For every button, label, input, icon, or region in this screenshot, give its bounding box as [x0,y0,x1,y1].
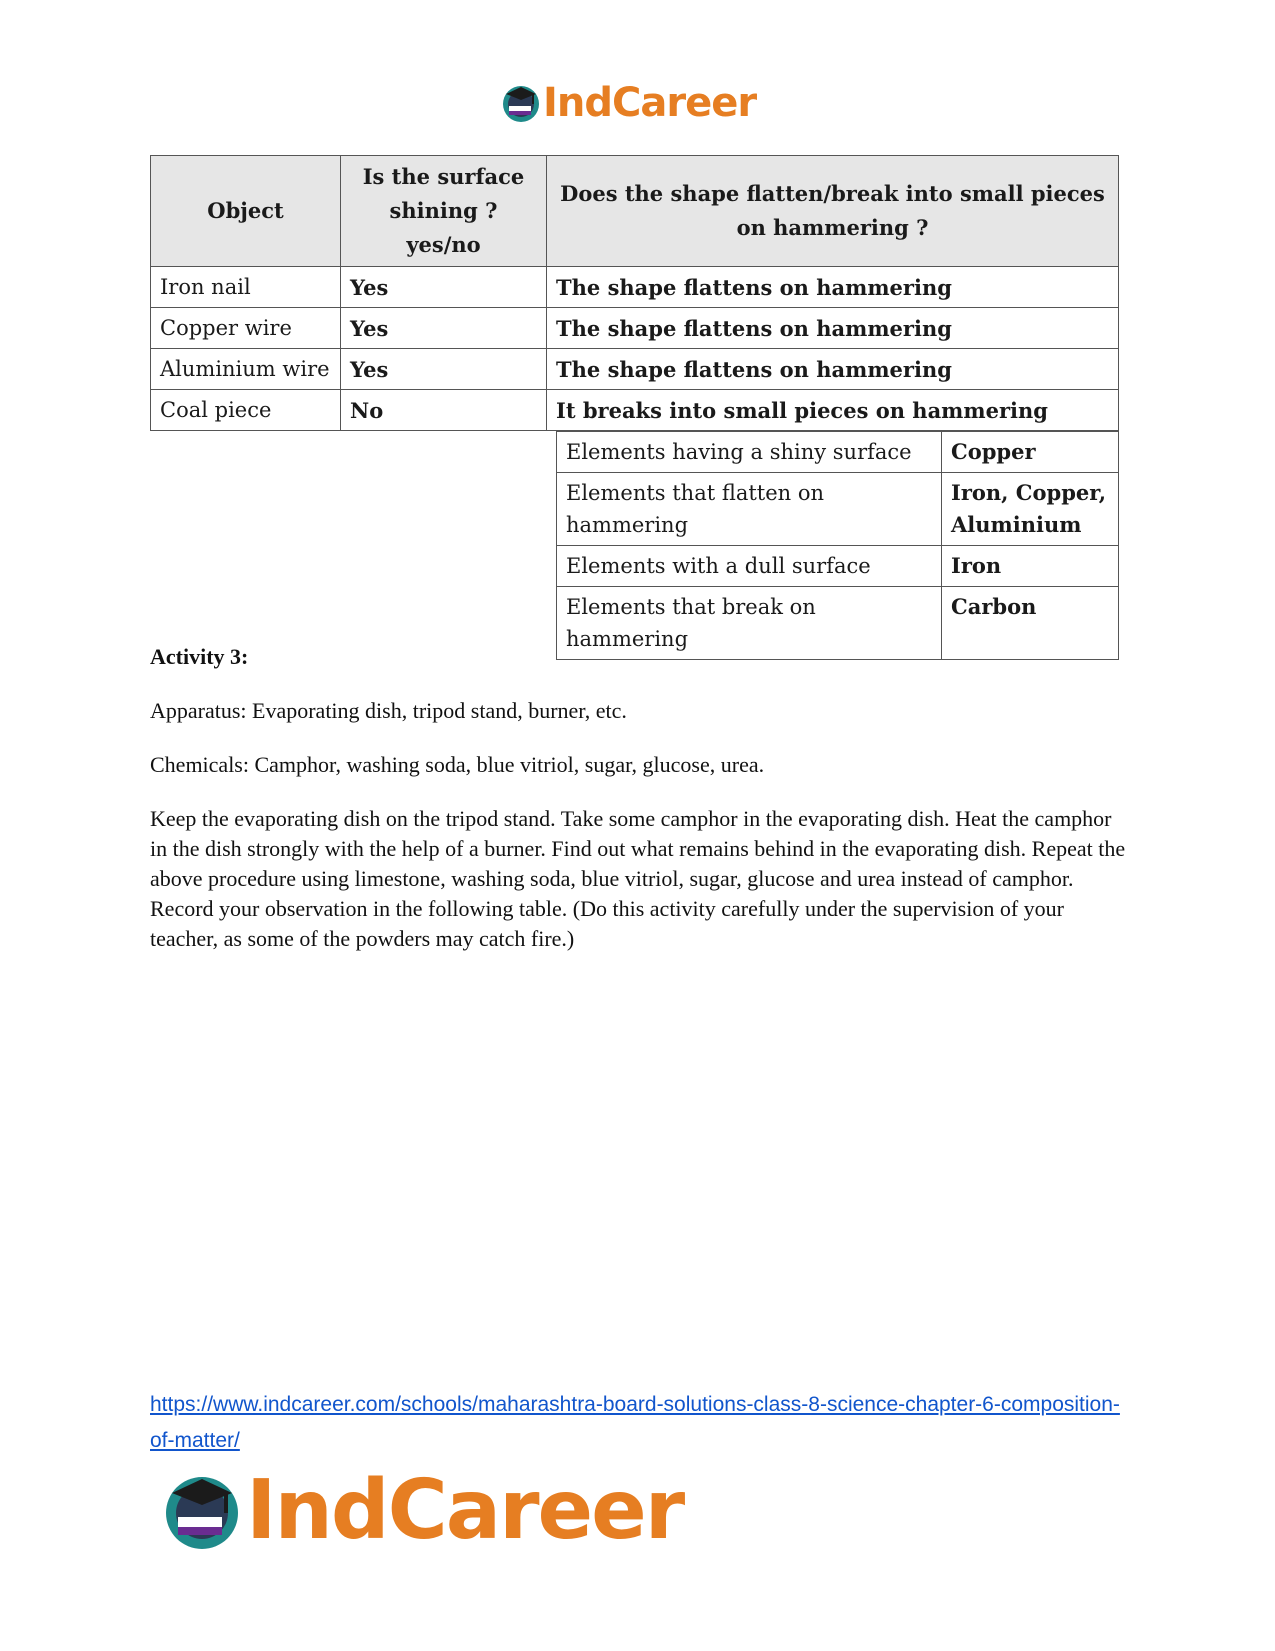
indcareer-logo-bottom [160,1463,684,1558]
table-row [557,432,1119,473]
table-cell: Yes [341,308,547,349]
graduation-cap-book-globe-icon [500,82,542,124]
table-row [151,308,1119,349]
table-cell: Iron [942,546,1119,587]
column-header-hammering: Does the shape flatten/break into small pieces on hammering ? [547,156,1119,267]
apparatus-text: Apparatus: Evaporating dish, tripod stand, burner, etc. [150,698,627,723]
table-cell: Carbon [942,587,1119,660]
table-cell: Copper [942,432,1119,473]
table-header-row [151,156,1119,267]
logo-wordmark: IndCareer [543,80,757,126]
table-cell: Coal piece [151,390,341,431]
conclusion-table [556,431,1119,660]
graduation-cap-book-globe-icon [160,1469,244,1553]
procedure-text: Keep the evaporating dish on the tripod stand. Take some camphor in the evaporating dish. Heat the camphor in the dish strongly with the help of a burner. Find out what remains behind in the evaporating dish. Repeat the above procedure using limestone, washing soda, blue vitriol, sugar, glucose and urea instead of camphor. Record your observation in the following table. (Do this activity carefully under the supervision of your teacher, as some of the powders may catch fire.) [150,806,1126,951]
table-row [557,473,1119,546]
table-cell: It breaks into small pieces on hammering [547,390,1119,431]
table-cell: Iron nail [151,267,341,308]
column-header-object: Object [151,156,341,267]
table-cell: No [341,390,547,431]
table-row [557,546,1119,587]
table-cell: Elements that flatten on hammering [557,473,942,546]
chemicals-text: Chemicals: Camphor, washing soda, blue vitriol, sugar, glucose, urea. [150,752,765,777]
table-cell: The shape flattens on hammering [547,308,1119,349]
textbook-table-image [150,155,1118,651]
table-row [151,349,1119,390]
indcareer-logo-top [500,78,756,128]
activity-section [150,642,1130,978]
table-cell: Aluminium wire [151,349,341,390]
table-row [151,390,1119,431]
activity-heading: Activity 3: [150,644,249,669]
column-header-shining: Is the surface shining ? yes/no [341,156,547,267]
table-cell: Iron, Copper, Aluminium [942,473,1119,546]
observation-table [150,155,1119,431]
logo-wordmark: IndCareer [246,1463,684,1558]
table-cell: Yes [341,267,547,308]
table-cell: Copper wire [151,308,341,349]
table-cell: The shape flattens on hammering [547,267,1119,308]
table-cell: Elements with a dull surface [557,546,942,587]
table-cell: Yes [341,349,547,390]
table-cell: Elements having a shiny surface [557,432,942,473]
table-cell: The shape flattens on hammering [547,349,1119,390]
table-cell: Elements that break on hammering [557,587,942,660]
table-row [151,267,1119,308]
source-link[interactable]: https://www.indcareer.com/schools/maharashtra-board-solutions-class-8-science-chapter-6-composition-of-matter/ [150,1393,1120,1452]
